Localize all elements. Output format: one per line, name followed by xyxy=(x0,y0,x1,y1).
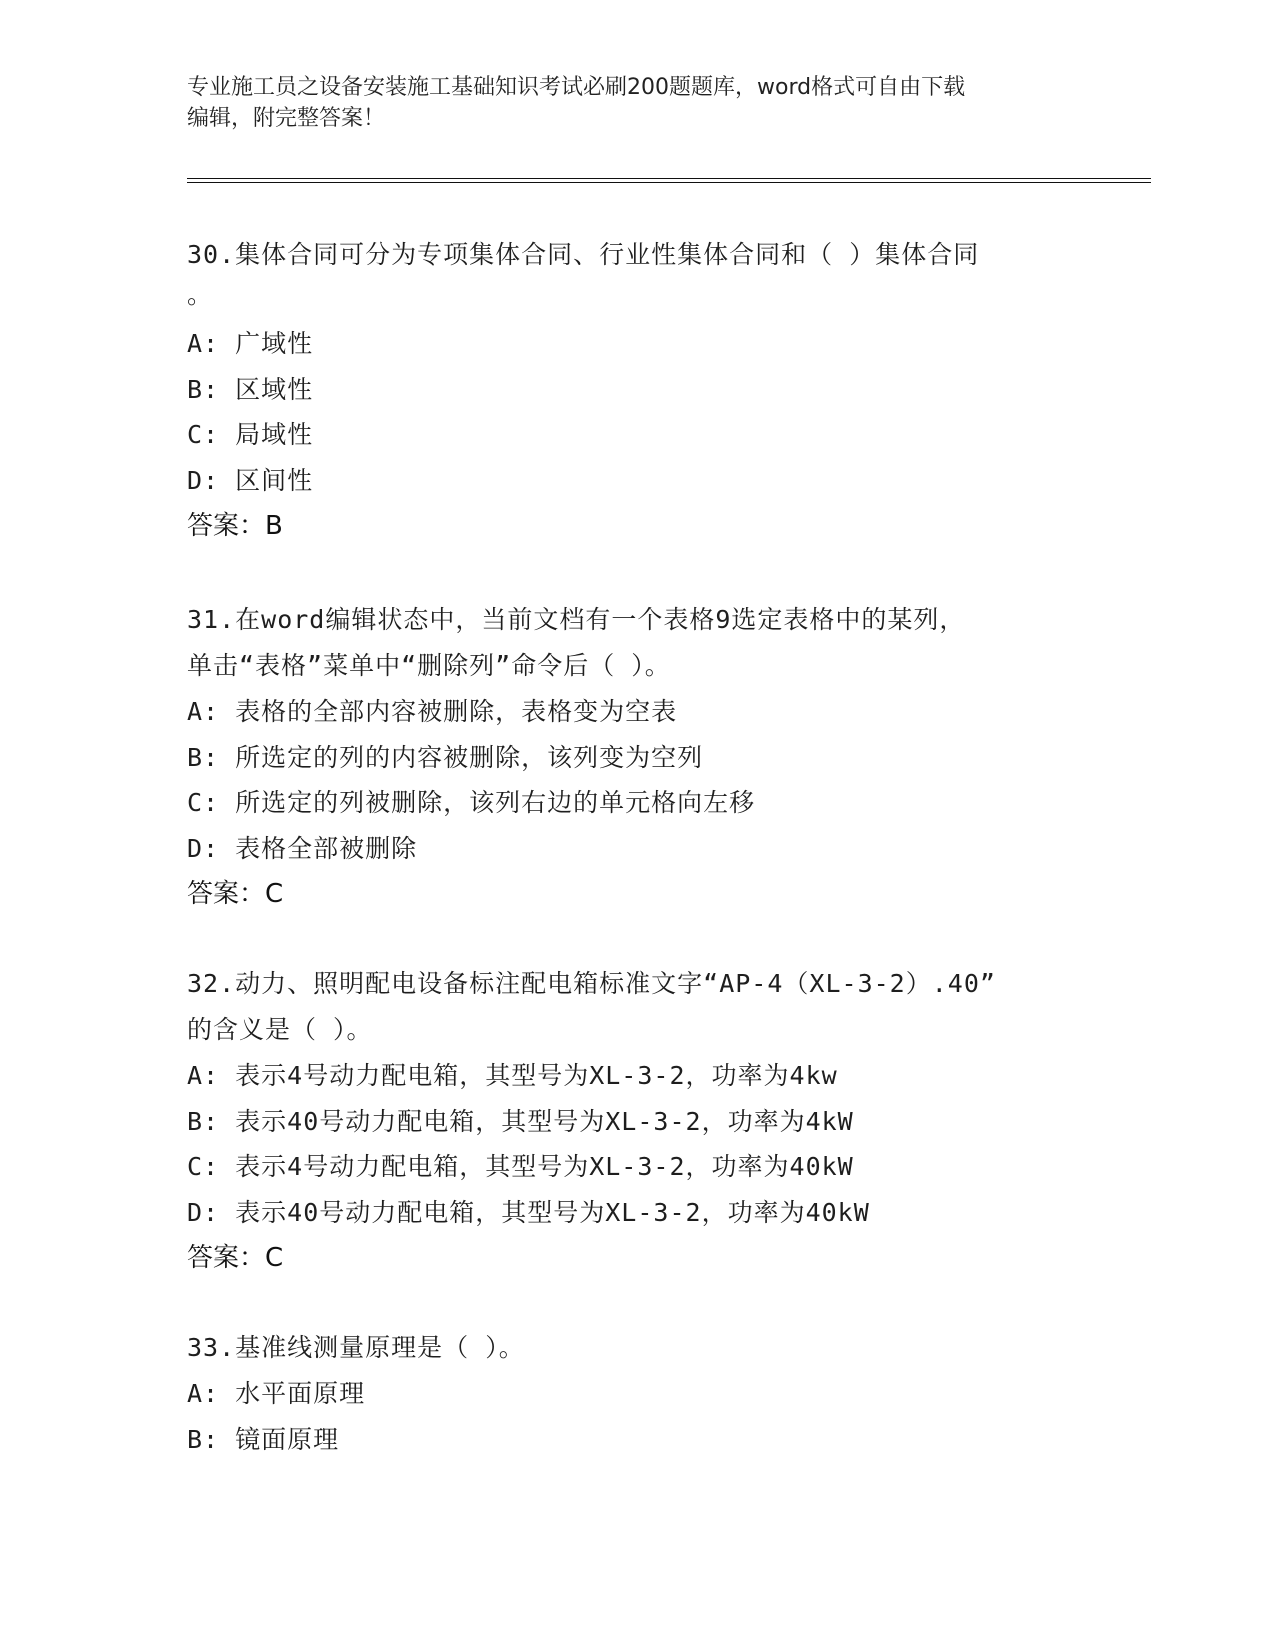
header-title-line-1: 专业施工员之设备安装施工基础知识考试必刷200题题库，word格式可自由下载 xyxy=(187,75,966,100)
option-c: C: 表示4号动力配电箱，其型号为XL-3-2，功率为40kW xyxy=(187,1152,854,1181)
option-a: A: 广域性 xyxy=(187,329,314,358)
question-31 xyxy=(187,597,1067,917)
question-text-line: 的含义是（ ）。 xyxy=(187,1015,373,1044)
header-title-line-2: 编辑，附完整答案！ xyxy=(187,106,386,131)
answer-label: 答案：B xyxy=(187,511,283,541)
option-a: A: 表格的全部内容被删除，表格变为空表 xyxy=(187,697,678,726)
option-b: B: 所选定的列的内容被删除，该列变为空列 xyxy=(187,742,704,772)
question-32 xyxy=(187,961,1067,1281)
option-d: D: 表示40号动力配电箱，其型号为XL-3-2，功率为40kW xyxy=(187,1197,870,1227)
question-text-line: 32.动力、照明配电设备标注配电箱标准文字“AP-4（XL-3-2）.40” xyxy=(187,969,996,998)
question-text-line: 33.基准线测量原理是（ ）。 xyxy=(187,1333,525,1362)
question-33 xyxy=(187,1325,1067,1462)
question-text-line: 31.在word编辑状态中，当前文档有一个表格9选定表格中的某列， xyxy=(187,605,966,634)
option-d: D: 表格全部被删除 xyxy=(187,833,418,863)
answer-label: 答案：C xyxy=(187,1243,284,1273)
document-header xyxy=(187,72,1087,134)
question-text-line: 单击“表格”菜单中“删除列”命令后（ ）。 xyxy=(187,651,671,680)
option-b: B: 区域性 xyxy=(187,374,314,404)
option-a: A: 表示4号动力配电箱，其型号为XL-3-2，功率为4kw xyxy=(187,1061,838,1090)
header-divider-top xyxy=(187,178,1151,179)
option-c: C: 所选定的列被删除，该列右边的单元格向左移 xyxy=(187,788,756,817)
option-a: A: 水平面原理 xyxy=(187,1379,366,1408)
option-b: B: 表示40号动力配电箱，其型号为XL-3-2，功率为4kW xyxy=(187,1106,854,1136)
option-c: C: 局域性 xyxy=(187,420,314,449)
option-b: B: 镜面原理 xyxy=(187,1424,340,1454)
question-30 xyxy=(187,232,1067,549)
question-text-line: 30.集体合同可分为专项集体合同、行业性集体合同和（ ）集体合同 xyxy=(187,240,980,269)
question-text-line: 。 xyxy=(187,280,214,309)
header-divider-bottom xyxy=(187,182,1151,183)
option-d: D: 区间性 xyxy=(187,465,314,495)
answer-label: 答案：C xyxy=(187,879,284,909)
